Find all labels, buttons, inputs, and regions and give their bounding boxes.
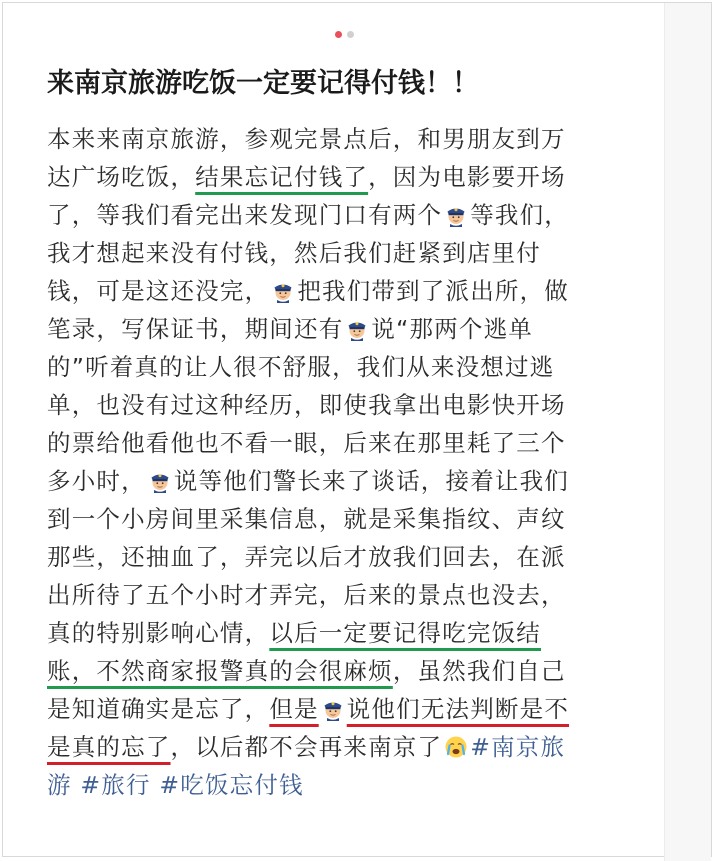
police-officer-icon	[321, 697, 345, 721]
carousel-dot[interactable]	[347, 31, 354, 38]
police-officer-icon	[444, 203, 468, 227]
body-line	[47, 386, 687, 424]
body-text: ，虽然我们自己	[392, 657, 566, 685]
hashtag-list[interactable]: 游 #旅行 #吃饭忘付钱	[47, 771, 304, 799]
highlight-green-remember-to-pay: 以后一定要记得吃完饭结	[269, 619, 542, 647]
carousel-indicator	[335, 31, 354, 38]
body-line	[47, 500, 687, 538]
post-body	[47, 120, 687, 804]
body-text: 我才想起来没有付钱，然后我们赶紧到店里付	[47, 239, 541, 267]
body-text: ，因为电影要开场	[368, 163, 566, 191]
body-text: 是知道确实是忘了，	[47, 695, 270, 723]
body-text: 的”听着真的让人很不舒服，我们从来没想过逃	[47, 353, 555, 381]
body-line	[47, 158, 687, 196]
body-line	[47, 538, 687, 576]
body-line	[47, 196, 687, 234]
body-text: 笔录，写保证书，期间还有	[47, 315, 344, 343]
body-line	[47, 766, 687, 804]
body-line	[47, 310, 687, 348]
highlight-red-really-forgot: 是真的忘了	[47, 733, 171, 761]
body-text: 等我们，	[470, 201, 570, 229]
body-text: 说等他们警长来了谈话，接着让我们	[173, 467, 570, 495]
body-line	[47, 120, 687, 158]
body-line	[47, 690, 687, 728]
body-line	[47, 614, 687, 652]
police-officer-icon	[148, 469, 172, 493]
highlight-red-but: 但是	[269, 695, 319, 723]
highlight-green-very-troublesome: 账，不然商家报警真的会很麻烦	[47, 657, 393, 685]
body-text: 钱，可是这还没完，	[47, 277, 270, 305]
crying-face-icon	[444, 735, 468, 759]
body-text: 说“那两个逃单	[371, 315, 533, 343]
body-text: 到一个小房间里采集信息，就是采集指纹、声纹	[47, 505, 566, 533]
body-line	[47, 348, 687, 386]
body-line	[47, 728, 687, 766]
body-line	[47, 462, 687, 500]
highlight-red-cannot-judge: 说他们无法判断是不	[346, 695, 570, 723]
body-text: 本来来南京旅游，参观完景点后，和男朋友到万	[47, 125, 566, 153]
body-line	[47, 652, 687, 690]
body-text: 多小时，	[47, 467, 146, 495]
body-text: 达广场吃饭，	[47, 163, 196, 191]
body-text: 的票给他看他也不看一眼，后来在那里耗了三个	[47, 429, 566, 457]
body-line	[47, 234, 687, 272]
post-title: 来南京旅游吃饭一定要记得付钱！！	[47, 68, 479, 99]
body-line	[47, 424, 687, 462]
body-text: 了，等我们看完出来发现门口有两个	[47, 201, 443, 229]
police-officer-icon	[345, 317, 369, 341]
post-card	[2, 2, 712, 857]
body-line	[47, 272, 687, 310]
body-line	[47, 576, 687, 614]
hashtag-nanjing-travel[interactable]: #南京旅	[470, 733, 566, 761]
body-text: ，以后都不会再来南京了	[170, 733, 443, 761]
body-text: 那些，还抽血了，弄完以后才放我们回去，在派	[47, 543, 566, 571]
body-text: 把我们带到了派出所，做	[297, 277, 570, 305]
body-text: 真的特别影响心情，	[47, 619, 270, 647]
body-text: 出所待了五个小时才弄完，后来的景点也没去，	[47, 581, 566, 609]
carousel-dot-active[interactable]	[335, 31, 342, 38]
highlight-green-forgot-to-pay: 结果忘记付钱了	[195, 163, 369, 191]
police-officer-icon	[271, 279, 295, 303]
body-text: 单，也没有过这种经历，即使我拿出电影快开场	[47, 391, 566, 419]
